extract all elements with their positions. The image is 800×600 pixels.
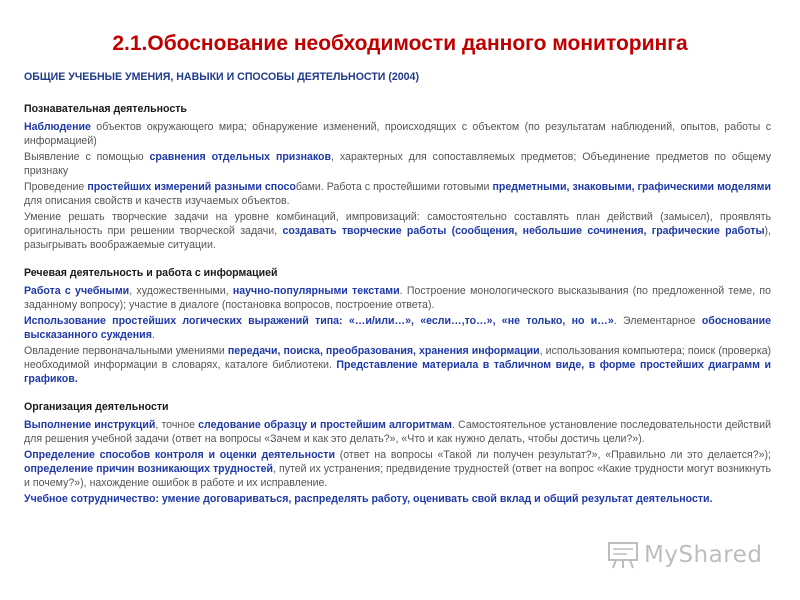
highlighted-text: Определение способов контроля и оценки деятельности [24, 449, 335, 461]
slide-title: 2.1.Обоснование необходимости данного мониторинга [112, 32, 688, 55]
section-heading: Познавательная деятельность [24, 103, 187, 115]
paragraph [24, 284, 771, 312]
paragraph [24, 448, 771, 490]
text-run: . Элементарное [613, 315, 702, 327]
highlighted-text: Наблюдение [24, 121, 91, 133]
highlighted-text: Использование простейших логических выражений типа: «…и/или…», «если…,то…», «не только, но и…» [24, 315, 614, 327]
text-run: Умение решать творческие задачи на уровне комбинаций, импровизаций: самостоятельно составлять план действий (замысел), проявлять оригинальность при решении творческой задачи, [24, 211, 771, 237]
paragraph [24, 120, 771, 148]
highlighted-text: Представление материала в табличном виде, в форме простейших диаграмм и графиков. [24, 359, 771, 385]
sections-container [24, 102, 771, 506]
text-run: . [151, 329, 155, 341]
slide-content [24, 70, 771, 508]
text-run: , характерных для сопоставляемых предметов; Объединение предметов по общему признаку [24, 151, 771, 177]
section-heading: Организация деятельности [24, 401, 169, 413]
presentation-board-icon [606, 540, 640, 570]
section-heading: Речевая деятельность и работа с информацией [24, 267, 278, 279]
text-run: для описания свойств и качеств изучаемых объектов. [24, 195, 290, 207]
paragraph [24, 418, 771, 446]
highlighted-text: обоснование высказанного суждения [24, 315, 772, 341]
highlighted-text: определение причин возникающих трудностей [24, 463, 274, 475]
paragraph [24, 344, 771, 386]
highlighted-text: простейших измерений разными спосо [87, 181, 296, 193]
paragraph [24, 150, 771, 178]
highlighted-text: следование образцу и простейшим алгоритмам [198, 419, 452, 431]
text-run: , точное [155, 419, 199, 431]
text-run: Овладение первоначальными умениями [24, 345, 228, 357]
slide-subtitle: ОБЩИЕ УЧЕБНЫЕ УМЕНИЯ, НАВЫКИ И СПОСОБЫ ДЕЯТЕЛЬНОСТИ (2004) [24, 71, 419, 83]
highlighted-text: передачи, поиска, преобразования, хранения информации [227, 345, 540, 357]
text-run: , художественными, [129, 285, 233, 297]
section [24, 400, 771, 506]
paragraph [24, 180, 771, 208]
watermark [606, 538, 771, 572]
text-run: (ответ на вопросы «Такой ли получен результат?», «Правильно ли это делается?»); [335, 449, 771, 461]
section [24, 102, 771, 252]
text-run: ), разыгрывать воображаемые ситуации. [24, 225, 771, 251]
highlighted-text: создавать творческие работы (сообщения, небольшие сочинения, графические работы [282, 225, 765, 237]
text-run: , использования компьютера; поиск (проверка) необходимой информации в словарях, каталоге библиотеки. [24, 345, 771, 371]
text-run: , путей их устранения; предвидение трудностей (ответ на вопрос «Какие трудности могут возникнуть и почему?»), нахождение ошибок в работе и их исправление. [24, 463, 771, 489]
highlighted-text: Выполнение инструкций [24, 419, 156, 431]
highlighted-text: Учебное сотрудничество: умение договариваться, распределять работу, оценивать свой вклад и общий результат деятельности. [24, 493, 713, 505]
text-run: Выявление с помощью [24, 151, 150, 163]
text-run: . Построение монологического высказывания (по предложенной теме, по заданному вопросу); участие в диалоге (постановка вопросов, построение ответа). [24, 285, 772, 311]
highlighted-text: предметными, знаковыми, графическими моделями [492, 181, 771, 193]
watermark-text: MyShared [644, 542, 763, 568]
highlighted-text: научно-популярными текстами [232, 285, 400, 297]
text-run: Проведение [24, 181, 88, 193]
highlighted-text: Работа с учебными [24, 285, 130, 297]
paragraph [24, 492, 771, 506]
text-run: . Самостоятельное установление последовательности действий для решения учебной задачи (ответ на вопросы «Зачем и как это делать?», «Что и как нужно делать, чтобы достичь цели?»). [24, 419, 771, 445]
text-run: бами. Работа с простейшими готовыми [295, 181, 493, 193]
text-run: объектов окружающего мира; обнаружение изменений, происходящих с объектом (по результатам наблюдений, опытов, работы с информацией) [24, 121, 771, 147]
paragraph [24, 314, 771, 342]
highlighted-text: сравнения отдельных признаков [149, 151, 332, 163]
paragraph [24, 210, 771, 252]
section [24, 266, 771, 386]
